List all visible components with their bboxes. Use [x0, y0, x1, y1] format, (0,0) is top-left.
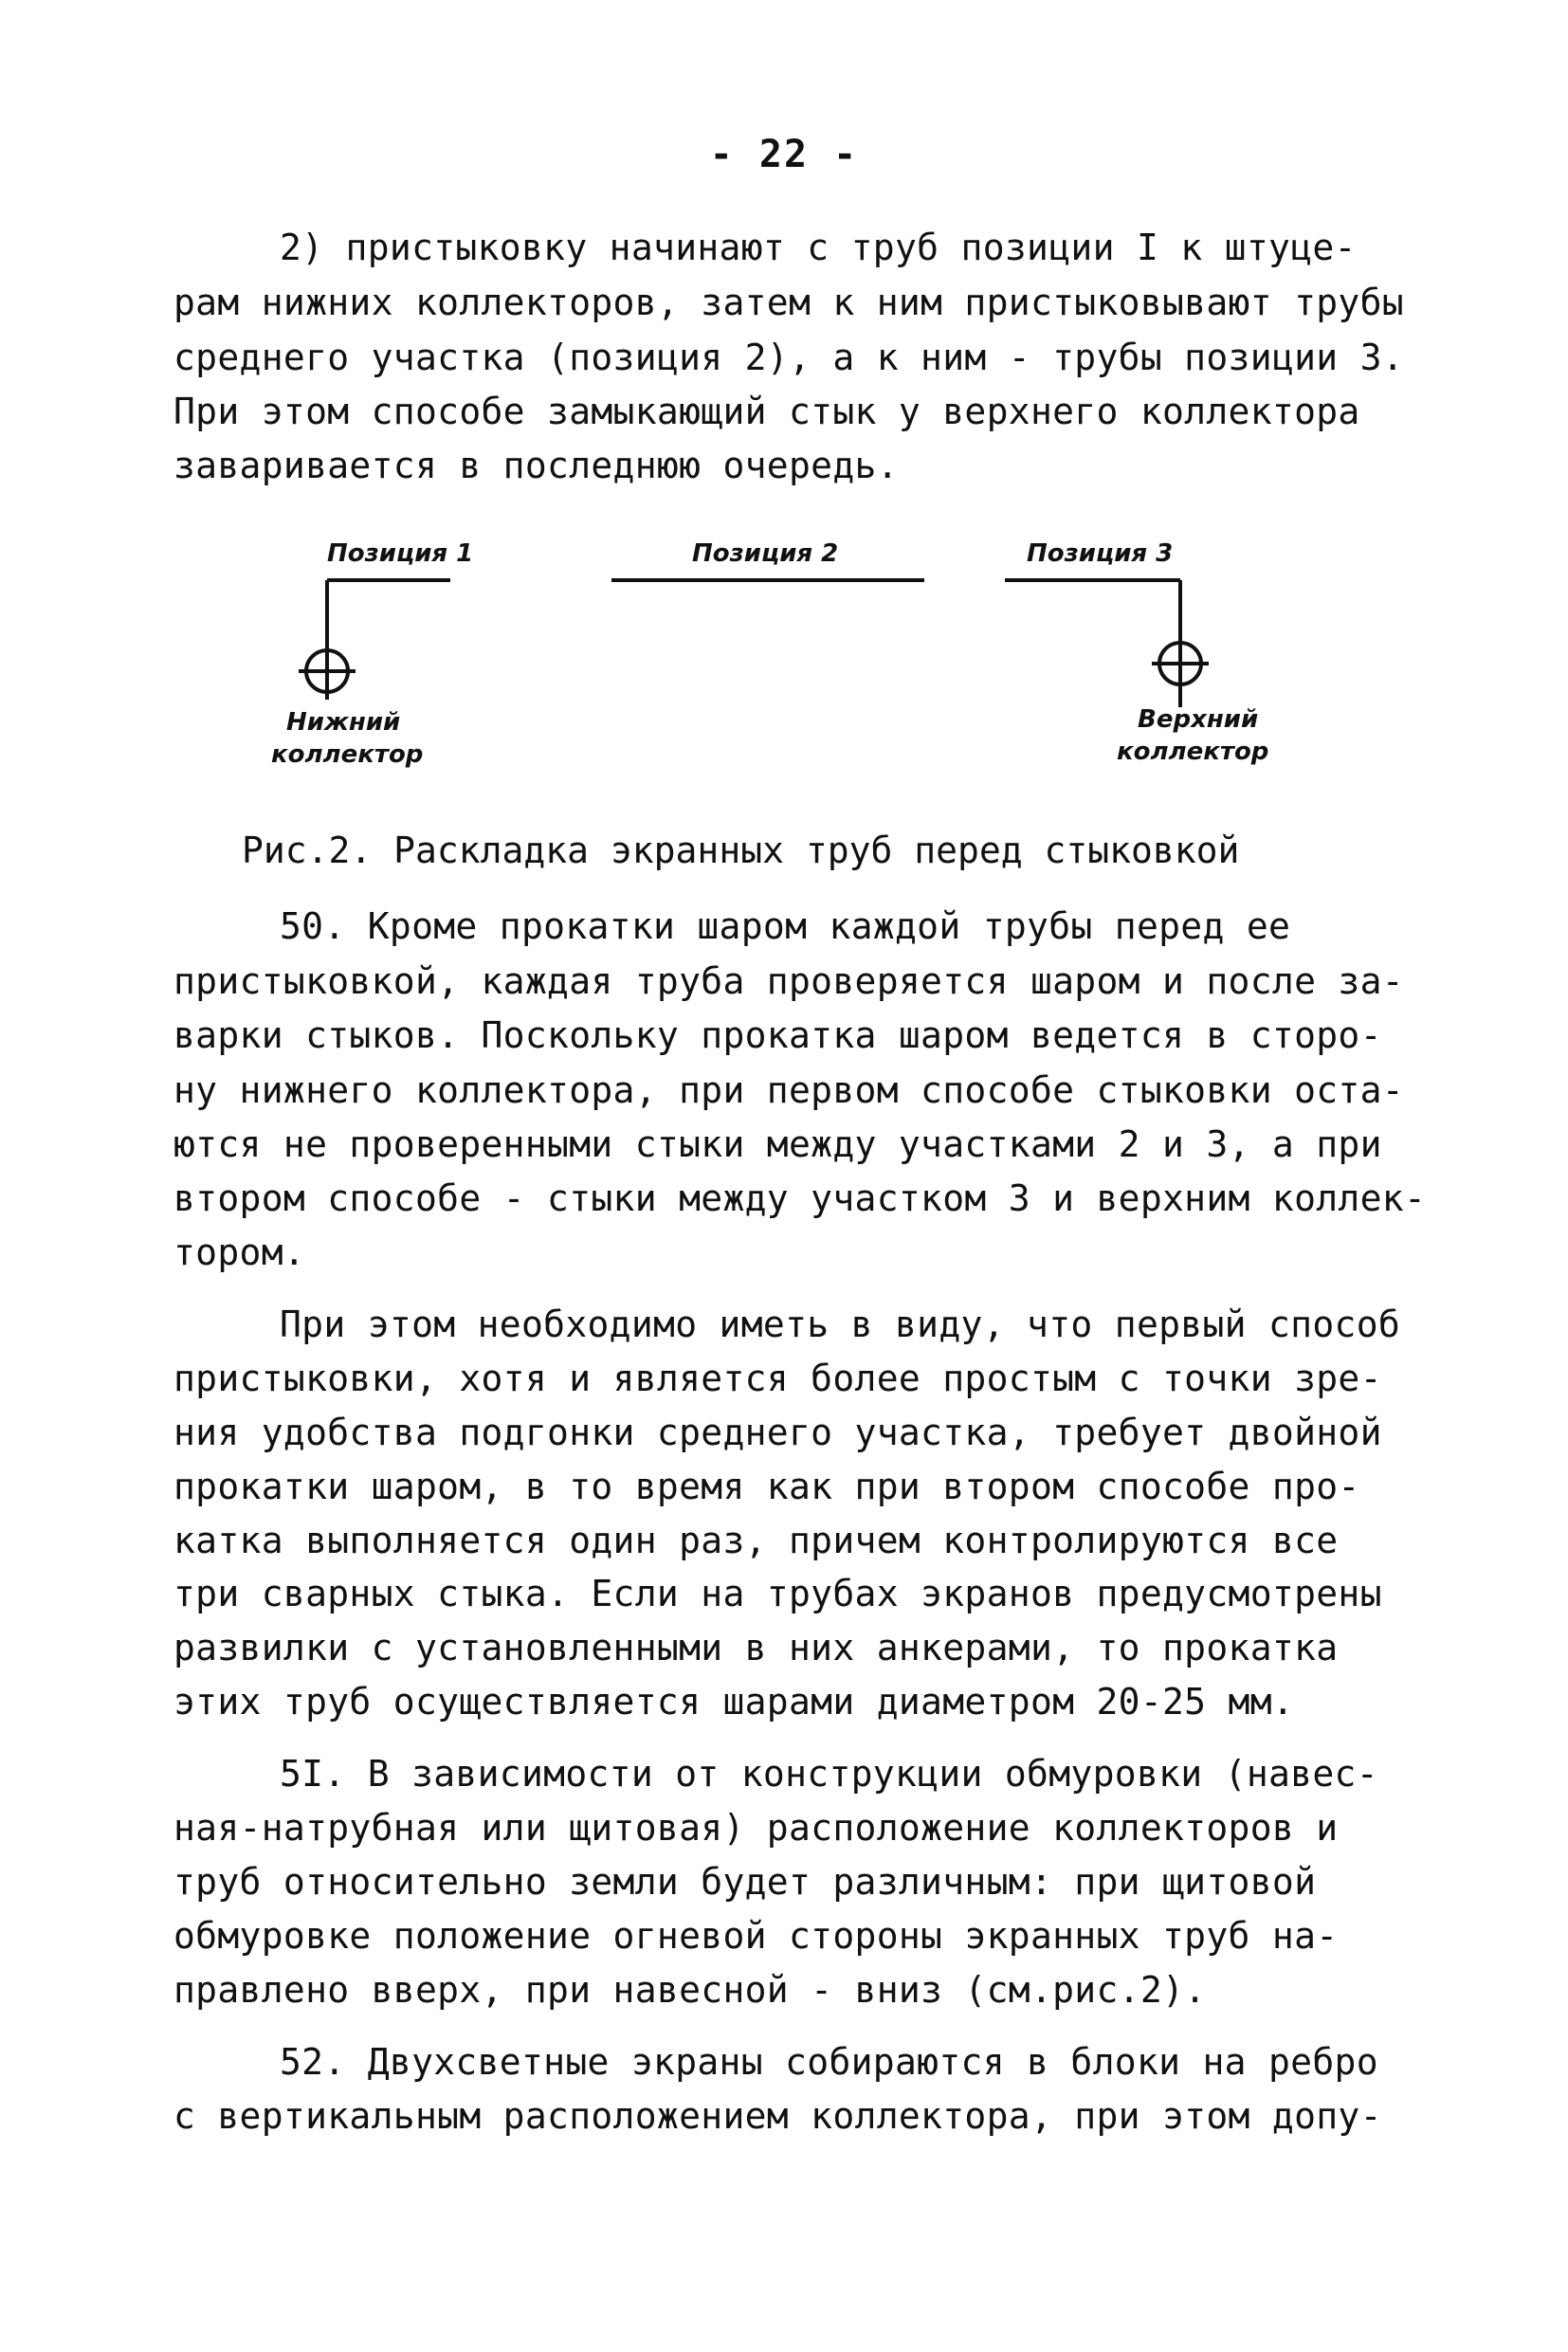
- text-line: ная-натрубная или щитовая) расположение коллекторов и: [173, 1807, 1339, 1849]
- text-line: этих труб осуществляется шарами диаметром 20-25 мм.: [173, 1681, 1295, 1723]
- text-line: 50. Кроме прокатки шаром каждой трубы перед ее: [280, 905, 1291, 947]
- text-line: пристыковки, хотя и является более простым с точки зре-: [173, 1358, 1382, 1399]
- text-line: прокатки шаром, в то время как при втором способе про-: [173, 1466, 1360, 1507]
- text-line: развилки с установленными в них анкерами, то прокатка: [173, 1627, 1339, 1668]
- text-line: обмуровке положение огневой стороны экранных труб на-: [173, 1915, 1339, 1957]
- text-line: ются не проверенными стыки между участками 2 и 3, а при: [173, 1123, 1382, 1165]
- text-line: 5I. В зависимости от конструкции обмуровки (навес-: [280, 1753, 1378, 1795]
- figure-caption: Рис.2. Раскладка экранных труб перед стыковкой: [242, 830, 1240, 871]
- pipe-layout-figure: [246, 531, 1289, 777]
- lower-collector-label-1: Нижний: [286, 708, 401, 737]
- position-1-label: Позиция 1: [327, 539, 474, 568]
- upper-collector-symbol: [1152, 635, 1209, 707]
- text-line: ну нижнего коллектора, при первом способе стыковки оста-: [173, 1069, 1404, 1111]
- text-line: тором.: [173, 1231, 306, 1273]
- text-line: три сварных стыка. Если на трубах экранов предусмотрены: [173, 1573, 1382, 1614]
- text-line: ния удобства подгонки среднего участка, требует двойной: [173, 1412, 1382, 1453]
- text-line: правлено вверх, при навесной - вниз (см.рис.2).: [173, 1969, 1207, 2011]
- lower-collector-label-2: коллектор: [271, 740, 424, 769]
- text-line: 2) пристыковку начинают с труб позиции I к штуце-: [280, 227, 1357, 268]
- page-number: - 22 -: [709, 133, 859, 176]
- text-line: катка выполняется один раз, причем контролируются все: [173, 1520, 1339, 1561]
- pipe-layout-diagram: [246, 531, 1289, 777]
- text-line: с вертикальным расположением коллектора, при этом допу-: [173, 2095, 1382, 2137]
- upper-collector-label-1: Верхний: [1138, 705, 1259, 734]
- text-line: 52. Двухсветные экраны собираются в блоки на ребро: [280, 2041, 1378, 2083]
- upper-collector-label-2: коллектор: [1117, 738, 1269, 766]
- pipe-segment-3: [1005, 580, 1180, 645]
- text-line: При этом необходимо иметь в виду, что первый способ: [280, 1304, 1401, 1345]
- lower-collector-symbol: [299, 643, 356, 700]
- text-line: втором способе - стыки между участком 3 и верхним коллек-: [173, 1177, 1427, 1219]
- text-line: варки стыков. Поскольку прокатка шаром ведется в сторо-: [173, 1014, 1382, 1056]
- text-line: заваривается в последнюю очередь.: [173, 445, 899, 486]
- text-line: среднего участка (позиция 2), а к ним - трубы позиции 3.: [173, 337, 1404, 378]
- text-line: пристыковкой, каждая труба проверяется шаром и после за-: [173, 960, 1404, 1002]
- text-line: рам нижних коллекторов, затем к ним пристыковывают трубы: [173, 282, 1404, 323]
- pipe-segment-1: [327, 580, 450, 664]
- position-3-label: Позиция 3: [1027, 539, 1174, 568]
- position-2-label: Позиция 2: [692, 539, 839, 568]
- text-line: При этом способе замыкающий стык у верхнего коллектора: [173, 391, 1360, 432]
- text-line: труб относительно земли будет различным: при щитовой: [173, 1861, 1317, 1903]
